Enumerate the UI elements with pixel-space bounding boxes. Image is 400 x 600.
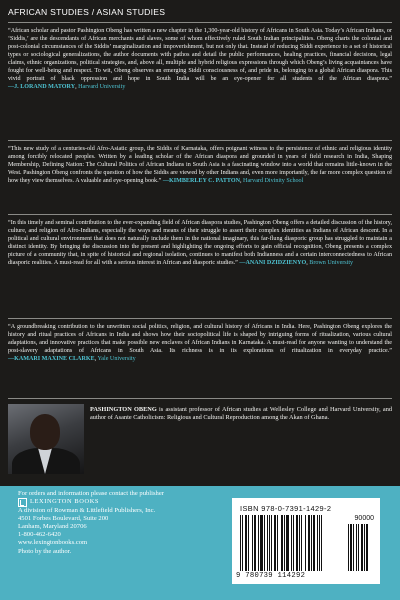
barcode-box [232, 498, 380, 584]
author-divider [8, 398, 392, 399]
address-line-1: 4501 Forbes Boulevard, Suite 200 [18, 514, 109, 522]
barcode-bar [368, 524, 369, 571]
blurb-divider [8, 214, 392, 215]
blurb-3: “In this timely and seminal contribution to the ever-expanding field of African diaspora studies, Pashington Obeng offers a detailed discussion of the history, culture, and religion of Afro-Indians, especially the ways and means of their struggle to assert their complex identities as Indians of African descent. In a political and cultural environment that does not naturally include them in the national imaginary, this far-flung diasporic group has struggled to maintain a distinct identity. By bringing the discussion into the present and highlighting the ongoing efforts to gain official recognition, Obeng presents a complex picture of a community that, in spite of historical and regional isolation, continues to manifest both Indianness and a certain interconnectedness to African diasporic realities. A must-read for all with a serious interest in African and diasporic studies.” —ANANI DZIDZIENYO, Brown University [8, 220, 392, 266]
author-bio-text: is assistant professor of African studies at Wellesley College and Harvard University, and author of Asante Catholicism: Religious and Cultural Reproduction among the Akan of Ghana. [90, 406, 392, 422]
blurb-divider [8, 140, 392, 141]
photo-head [30, 414, 60, 450]
price-barcode-bars [348, 524, 372, 571]
blurb-text: “A groundbreaking contribution to the unwritten social politics, religion, and cultural history of Africans in India. Here, Pashington Obeng explores the history and ritual practices of Africans in India and shows how their sociopolitical life is shaped by intriguing forms of ritualization, various cultural adaptations, and innovative practices that make possible new enclaves of African Indians in Karnataka. A must-read for anyone wanting to understand the post-slavery adaptations of Africans in South Asia. Its richness is in its explorations of ritualization in everyday practice.” [8, 324, 392, 354]
blurb-text: “In this timely and seminal contribution to the ever-expanding field of African diaspora studies, Pashington Obeng offers a detailed discussion of the history, culture, and religion of Afro-Indians, especially the ways and means of their struggle to assert their complex identities as Indians of African descent. In a political and cultural environment that does not naturally include them in the national imaginary, this far-flung diasporic group has struggled to maintain a distinct identity. By bringing the discussion into the present and highlighting the ongoing efforts to gain official recognition, Obeng presents a complex picture of a community that, in spite of historical and regional isolation, continues to manifest both Indianness and a certain interconnectedness to African diasporic realities. A must-read for all with a serious interest in African and diasporic studies.” [8, 220, 392, 266]
blurb-divider [8, 318, 392, 319]
category-header: AFRICAN STUDIES / ASIAN STUDIES [8, 7, 166, 17]
header-divider [8, 22, 392, 23]
author-bio [90, 406, 392, 422]
photo-credit: Photo by the author. [18, 548, 72, 556]
address-line-2: Lanham, Maryland 20706 [18, 522, 87, 530]
isbn-label: ISBN 978-0-7391-1429-2 [240, 504, 332, 513]
price-code: 90000 [354, 515, 374, 522]
barcode-bar [321, 515, 322, 571]
publisher-contact [18, 490, 238, 556]
author-name: PASHINGTON OBENG [90, 406, 157, 413]
blurb-4: “A groundbreaking contribution to the unwritten social politics, religion, and cultural history of Africans in India. Here, Pashington Obeng explores the history and ritual practices of Africans in India and shows how their sociopolitical life is shaped by intriguing forms of ritualization, various cultural adaptations, and innovative practices that make possible new enclaves of African Indians in Karnataka. A must-read for anyone wanting to understand the post-slavery adaptations of Africans in South Asia. Its richness is in its explorations of ritualization in everyday practice.” —KAMARI MAXINE CLARKE, Yale University [8, 324, 392, 362]
blurb-author: —KAMARI MAXINE CLARKE [8, 356, 95, 362]
barcode-bars [240, 515, 344, 571]
blurb-text: “This new study of a centuries-old Afro-Asiatic group, the Siddis of Karnataka, offers poignant witness to the persistence of ethnic and religious identity among forcibly relocated peoples. Written by a leading scholar of the African diaspora and grounded in years of field research in India, Shaping Membership, Defining Nation: The Cultural Politics of African Indians in South Asia is a fascinating window into a world that remains little-known in the West. Pashington Obeng confronts the question of how the Siddis are viewed by other Indians and, even more importantly, the far more complex question of how they view themselves. A valuable and eye-opening book.” [8, 146, 392, 184]
blurb-author: —J. LORAND MATORY [8, 84, 76, 90]
phone-number: 1-800-462-6420 [18, 530, 61, 538]
author-photo [8, 404, 84, 474]
publisher-name: LEXINGTON BOOKS [30, 498, 100, 506]
lexington-logo-icon [18, 498, 27, 507]
website: www.lexingtonbooks.com [18, 538, 88, 546]
blurb-author: —ANANI DZIDZIENYO [239, 260, 307, 266]
blurb-affiliation: Yale University [97, 356, 136, 362]
blurb-text: “African scholar and pastor Pashington Obeng has written a new chapter in the 1,300-year-old history of Africans in South Asia. Today’s African Indians, or ‘Siddis,’ are the descendants of African merchants and slaves, some of whom effectively ruled South Indian principalities. Obeng charts the colonial and post-colonial circumstances of the Siddis’ marginalization and impoverishment, but not only that. Instead of reducing Siddi experience to a set of historical types or sociological generalizations, the author documents with pathos and detail the public performances, healing practices, financial decisions, legal claims, ethnic organizations, political strategies, and, above all, multiple and hybrid religious expressions through which Obeng’s living acquaintances have fought for well-being and respect. To wit, Obeng observes an emerging Siddi consciousness of, and pride in, belonging to a global African diaspora. This vivid portrait of black oppression and hope in South India will be an eye-opener for all students of the African diaspora.” [8, 28, 392, 82]
blurb-author: —KIMBERLEY C. PATTON [162, 178, 240, 184]
publisher-division: A division of Rowman & Littlefield Publishers, Inc. [18, 506, 156, 514]
contact-intro: For orders and information please contact the publisher [18, 490, 164, 497]
blurb-affiliation: Harvard Divinity School [243, 178, 304, 184]
blurb-affiliation: Brown University [309, 260, 354, 266]
blurb-affiliation: Harvard University [78, 84, 126, 90]
blurb-1: “African scholar and pastor Pashington Obeng has written a new chapter in the 1,300-year-old history of Africans in South Asia. Today’s African Indians, or ‘Siddis,’ are the descendants of African merchants and slaves, some of whom effectively ruled South Indian principalities. Obeng charts the colonial and post-colonial circumstances of the Siddis’ marginalization and impoverishment, but not only that. Instead of reducing Siddi experience to a set of historical types or sociological generalizations, the author documents with pathos and detail the public performances, healing practices, financial decisions, legal claims, ethnic organizations, political strategies, and, above all, multiple and hybrid religious expressions through which Obeng’s living acquaintances have fought for well-being and respect. To wit, Obeng observes an emerging Siddi consciousness of, and pride in, belonging to a global African diaspora. This vivid portrait of black oppression and hope in South India will be an eye-opener for all students of the African diaspora.” —J. LORAND MATORY, Harvard University [8, 28, 392, 90]
blurb-2: “This new study of a centuries-old Afro-Asiatic group, the Siddis of Karnataka, offers poignant witness to the persistence of ethnic and religious identity among forcibly relocated peoples. Written by a leading scholar of the African diaspora and grounded in years of field research in India, Shaping Membership, Defining Nation: The Cultural Politics of African Indians in South Asia is a fascinating window into a world that remains little-known in the West. Pashington Obeng confronts the question of how the Siddis are viewed by other Indians and, even more importantly, the far more complex question of how they view themselves. A valuable and eye-opening book.” —KIMBERLEY C. PATTON, Harvard Divinity School [8, 146, 392, 184]
barcode-number: 9 780739 114292 [236, 572, 306, 580]
publisher-logo [18, 498, 238, 507]
